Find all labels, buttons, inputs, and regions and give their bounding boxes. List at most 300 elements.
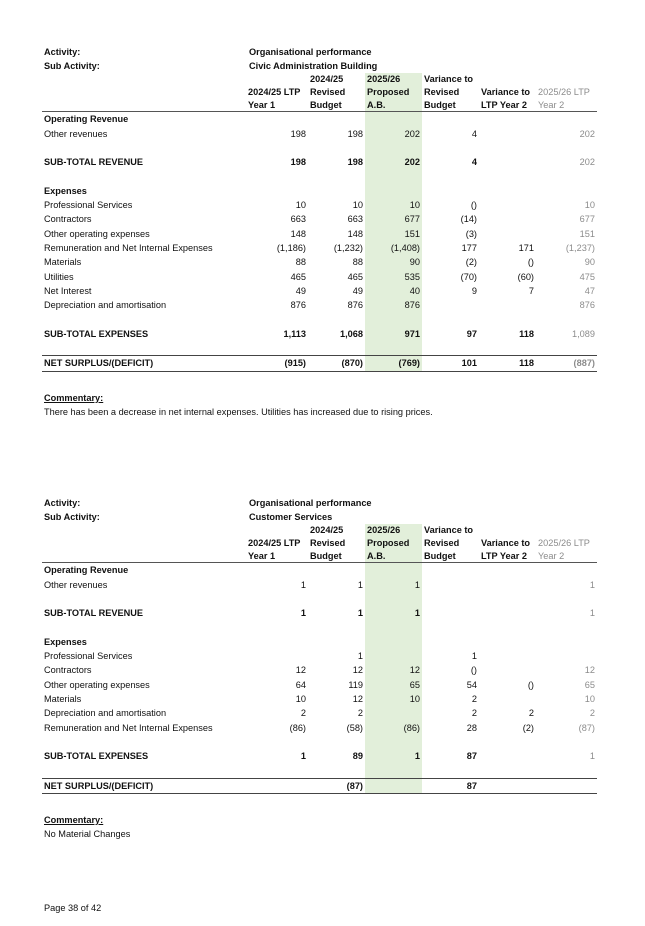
value-cell: 1 [357,651,363,662]
value-cell: 2 [471,708,477,719]
value-cell: 7 [528,285,534,296]
table-body [42,112,597,371]
table-header-row [42,524,597,563]
value-cell: 202 [579,128,595,139]
empty-cell [42,141,246,155]
row-label: SUB-TOTAL EXPENSES [44,328,149,339]
value-cell [479,749,536,763]
empty-cell [479,170,536,184]
value-cell: 202 [579,157,595,168]
value-cell: 677 [365,212,422,226]
empty-cell [246,170,308,184]
row-label: Operating Revenue [44,114,129,125]
empty-cell [308,764,365,779]
value-cell [536,635,597,649]
empty-cell [365,764,422,779]
value-cell: (14) [460,214,477,225]
value-cell: () [470,200,477,211]
value-cell [479,112,536,127]
value-cell [308,635,365,649]
empty-cell [536,313,597,327]
value-cell: 198 [347,128,363,139]
value-cell: 475 [579,271,595,282]
empty-cell [536,592,597,606]
empty-cell [536,170,597,184]
value-cell [536,184,597,198]
value-cell: 49 [352,285,363,296]
value-cell [365,649,422,663]
value-cell: 2 [300,708,306,719]
table-header-row [42,73,597,112]
value-cell: 54 [466,679,477,690]
row-label: Expenses [44,636,87,647]
subtotal-row [42,749,597,763]
section-heading-row [42,112,597,127]
value-cell: 12 [295,665,306,676]
empty-cell [246,341,308,356]
value-cell: 10 [584,200,595,211]
value-cell: () [527,257,534,268]
empty-cell [308,341,365,356]
empty-cell [42,341,246,356]
value-cell: 65 [365,678,422,692]
value-cell [536,563,597,578]
value-cell: (86) [289,722,306,733]
value-cell: 87 [466,751,477,762]
empty-cell [42,735,246,749]
value-cell: 148 [290,228,306,239]
header-revised-budget: 2024/25 Revised Budget [308,524,365,563]
subtotal-row [42,606,597,620]
sub-activity-label: Sub Activity: [44,61,100,71]
value-cell: 10 [295,200,306,211]
value-cell [479,127,536,141]
row-label: NET SURPLUS/(DEFICIT) [42,356,246,371]
empty-cell [246,735,308,749]
value-cell: 148 [347,228,363,239]
value-cell: 28 [466,722,477,733]
value-cell: 40 [365,284,422,298]
value-cell [365,706,422,720]
table-row [42,706,597,720]
empty-cell [42,764,246,779]
value-cell [365,184,422,198]
header-ltp-year2: 2025/26 LTP Year 2 [536,73,597,112]
value-cell: 12 [352,665,363,676]
empty-cell [422,170,479,184]
financial-table [42,73,597,372]
row-label: Other operating expenses [44,679,150,690]
section-customer-services [42,496,597,841]
value-cell: 118 [519,328,534,339]
table-row [42,692,597,706]
header-variance-revised: Variance to Revised Budget [422,524,479,563]
header-proposed-ab: 2025/26 Proposed A.B. [365,73,422,112]
header-ltp-year1: 2024/25 LTP Year 1 [246,73,308,112]
activity-value: Organisational performance [249,47,372,57]
row-label: Professional Services [44,651,133,662]
value-cell: 1,068 [340,328,363,339]
empty-cell [479,621,536,635]
value-cell: (3) [465,228,477,239]
row-label: Contractors [44,214,92,225]
commentary-text: There has been a decrease in net internal expenses. Utilities has increased due to rising prices. [44,406,433,417]
header-label-cell [42,73,246,112]
empty-cell [479,592,536,606]
empty-cell [422,341,479,356]
row-label: Other revenues [44,128,108,139]
row-label: Depreciation and amortisation [44,300,167,311]
row-label: NET SURPLUS/(DEFICIT) [42,778,246,793]
value-cell [479,198,536,212]
row-label: Remuneration and Net Internal Expenses [44,722,213,733]
value-cell: (1,237) [565,243,595,254]
table-row [42,284,597,298]
empty-cell [42,592,246,606]
commentary-title: Commentary: [44,815,104,826]
value-cell: 47 [584,285,595,296]
spacer-row [42,170,597,184]
value-cell: 151 [579,228,595,239]
value-cell: 1 [357,608,363,619]
commentary [42,813,597,841]
spacer-row [42,621,597,635]
row-label: Materials [44,257,82,268]
empty-cell [422,313,479,327]
value-cell: () [527,679,534,690]
empty-cell [365,341,422,356]
value-cell: (870) [308,356,365,371]
value-cell: 2 [471,694,477,705]
empty-cell [308,170,365,184]
row-label: Utilities [44,271,74,282]
value-cell: (2) [465,257,477,268]
empty-cell [42,170,246,184]
value-cell: () [470,665,477,676]
value-cell [422,606,479,620]
empty-cell [536,621,597,635]
value-cell [479,578,536,592]
value-cell: 465 [290,271,306,282]
value-cell: 876 [365,298,422,312]
value-cell: 677 [579,214,595,225]
value-cell: 1,113 [283,328,306,339]
empty-cell [246,621,308,635]
empty-cell [422,592,479,606]
value-cell: (70) [460,271,477,282]
value-cell: 971 [365,327,422,341]
value-cell: 876 [290,300,306,311]
empty-cell [246,592,308,606]
net-row [42,778,597,793]
subtotal-row [42,327,597,341]
value-cell: 10 [365,692,422,706]
value-cell: 4 [471,157,477,168]
table-row [42,578,597,592]
value-cell: 663 [347,214,363,225]
value-cell: 1 [300,579,306,590]
empty-cell [308,735,365,749]
empty-cell [479,764,536,779]
table-row [42,649,597,663]
value-cell [536,778,597,793]
value-cell: 88 [295,257,306,268]
spacer-row [42,141,597,155]
value-cell [479,635,536,649]
value-cell: (1,408) [365,241,422,255]
empty-cell [536,735,597,749]
empty-cell [479,735,536,749]
value-cell [246,649,308,663]
value-cell: 202 [365,127,422,141]
header-ltp-year1: 2024/25 LTP Year 1 [246,524,308,563]
row-label: Professional Services [44,200,133,211]
spacer-row [42,341,597,356]
value-cell: 10 [584,694,595,705]
value-cell: 198 [290,128,306,139]
value-cell: 90 [365,255,422,269]
value-cell: 12 [365,663,422,677]
empty-cell [422,621,479,635]
table-row [42,212,597,226]
value-cell: (1,186) [276,243,306,254]
table-row [42,270,597,284]
empty-cell [365,141,422,155]
commentary [42,391,597,419]
empty-cell [422,764,479,779]
row-label: Expenses [44,185,87,196]
value-cell: 1 [300,608,306,619]
empty-cell [365,313,422,327]
value-cell: 1 [365,606,422,620]
table-row [42,678,597,692]
empty-cell [246,764,308,779]
spacer-row [42,735,597,749]
table-row [42,298,597,312]
value-cell [422,184,479,198]
row-label: Other operating expenses [44,228,150,239]
activity-label: Activity: [44,498,81,508]
value-cell: 4 [471,128,477,139]
value-cell: (915) [246,356,308,371]
value-cell [422,635,479,649]
value-cell: 202 [365,155,422,169]
value-cell [536,112,597,127]
row-label: Net Interest [44,285,92,296]
value-cell: 535 [365,270,422,284]
value-cell: 1 [365,749,422,763]
value-cell: 151 [365,227,422,241]
value-cell: 1 [357,579,363,590]
value-cell: (887) [536,356,597,371]
value-cell [422,578,479,592]
value-cell: 119 [348,679,363,690]
page-number: Page 38 of 42 [44,903,102,913]
value-cell: 89 [352,751,363,762]
value-cell: 198 [290,157,306,168]
value-cell: 88 [352,257,363,268]
value-cell: (86) [365,721,422,735]
spacer-row [42,313,597,327]
row-label: Materials [44,694,82,705]
row-label: Contractors [44,665,92,676]
value-cell: (87) [308,778,365,793]
empty-cell [422,735,479,749]
value-cell: 1 [471,651,477,662]
value-cell [479,778,536,793]
empty-cell [308,141,365,155]
value-cell [246,635,308,649]
value-cell: (2) [522,722,534,733]
value-cell: (769) [365,356,422,371]
empty-cell [365,170,422,184]
table-row [42,127,597,141]
value-cell [479,212,536,226]
activity-value: Organisational performance [249,498,372,508]
value-cell [479,298,536,312]
value-cell: 1 [589,751,595,762]
value-cell: 118 [479,356,536,371]
spacer-row [42,764,597,779]
table-row [42,721,597,735]
section-heading-row [42,563,597,578]
value-cell: 198 [347,157,363,168]
value-cell: 171 [518,243,534,254]
value-cell: 101 [422,356,479,371]
value-cell: 177 [461,243,477,254]
value-cell: 663 [290,214,306,225]
value-cell [246,563,308,578]
value-cell [479,563,536,578]
value-cell: 97 [466,328,477,339]
section-meta [42,496,597,524]
value-cell: 2 [357,708,363,719]
value-cell: (1,232) [333,243,363,254]
value-cell [479,227,536,241]
empty-cell [536,341,597,356]
value-cell [422,112,479,127]
value-cell [479,663,536,677]
value-cell [365,563,422,578]
value-cell: 10 [352,200,363,211]
header-revised-budget: 2024/25 Revised Budget [308,73,365,112]
value-cell [422,563,479,578]
value-cell: (58) [346,722,363,733]
value-cell: (60) [517,271,534,282]
value-cell: 65 [584,679,595,690]
row-label: Remuneration and Net Internal Expenses [44,243,213,254]
row-label: SUB-TOTAL EXPENSES [44,751,149,762]
empty-cell [246,141,308,155]
value-cell: 87 [422,778,479,793]
value-cell [479,184,536,198]
sub-activity-label: Sub Activity: [44,512,100,522]
empty-cell [365,592,422,606]
value-cell: 1 [589,579,595,590]
activity-label: Activity: [44,47,81,57]
value-cell [246,778,308,793]
spacer-row [42,592,597,606]
subtotal-row [42,155,597,169]
value-cell: 2 [589,708,595,719]
table-row [42,255,597,269]
header-ltp-year2: 2025/26 LTP Year 2 [536,524,597,563]
value-cell: 876 [579,300,595,311]
commentary-title: Commentary: [44,392,104,403]
value-cell: 90 [584,257,595,268]
empty-cell [479,341,536,356]
value-cell: 9 [471,285,477,296]
value-cell [479,155,536,169]
header-label-cell [42,524,246,563]
value-cell [246,184,308,198]
header-proposed-ab: 2025/26 Proposed A.B. [365,524,422,563]
value-cell [479,606,536,620]
value-cell [422,298,479,312]
value-cell [308,563,365,578]
empty-cell [365,735,422,749]
table-row [42,227,597,241]
section-civic-administration [42,45,597,419]
commentary-text: No Material Changes [44,829,131,840]
empty-cell [536,141,597,155]
section-heading-row [42,635,597,649]
value-cell: 64 [295,679,306,690]
value-cell [365,635,422,649]
empty-cell [479,141,536,155]
row-label: SUB-TOTAL REVENUE [44,157,144,168]
section-heading-row [42,184,597,198]
row-label: Depreciation and amortisation [44,708,167,719]
sub-activity-value: Civic Administration Building [249,61,378,71]
row-label: SUB-TOTAL REVENUE [44,608,144,619]
value-cell [479,649,536,663]
empty-cell [308,621,365,635]
header-variance-revised: Variance to Revised Budget [422,73,479,112]
value-cell: 10 [365,198,422,212]
value-cell: 10 [295,694,306,705]
row-label: Other revenues [44,579,108,590]
empty-cell [479,313,536,327]
value-cell: 1,089 [572,328,595,339]
section-meta [42,45,597,73]
empty-cell [422,141,479,155]
value-cell: 465 [347,271,363,282]
value-cell: 49 [295,285,306,296]
empty-cell [536,764,597,779]
empty-cell [42,621,246,635]
value-cell [365,112,422,127]
value-cell [536,649,597,663]
value-cell [308,112,365,127]
value-cell: 1 [300,751,306,762]
value-cell: 876 [347,300,363,311]
header-variance-ltp: Variance to LTP Year 2 [479,73,536,112]
table-row [42,663,597,677]
row-label: Operating Revenue [44,565,129,576]
value-cell: 1 [365,578,422,592]
financial-table [42,524,597,794]
value-cell [479,692,536,706]
value-cell: 12 [584,665,595,676]
table-row [42,198,597,212]
sub-activity-value: Customer Services [249,512,333,522]
net-row [42,356,597,371]
empty-cell [246,313,308,327]
value-cell [365,778,422,793]
empty-cell [308,592,365,606]
value-cell [308,184,365,198]
